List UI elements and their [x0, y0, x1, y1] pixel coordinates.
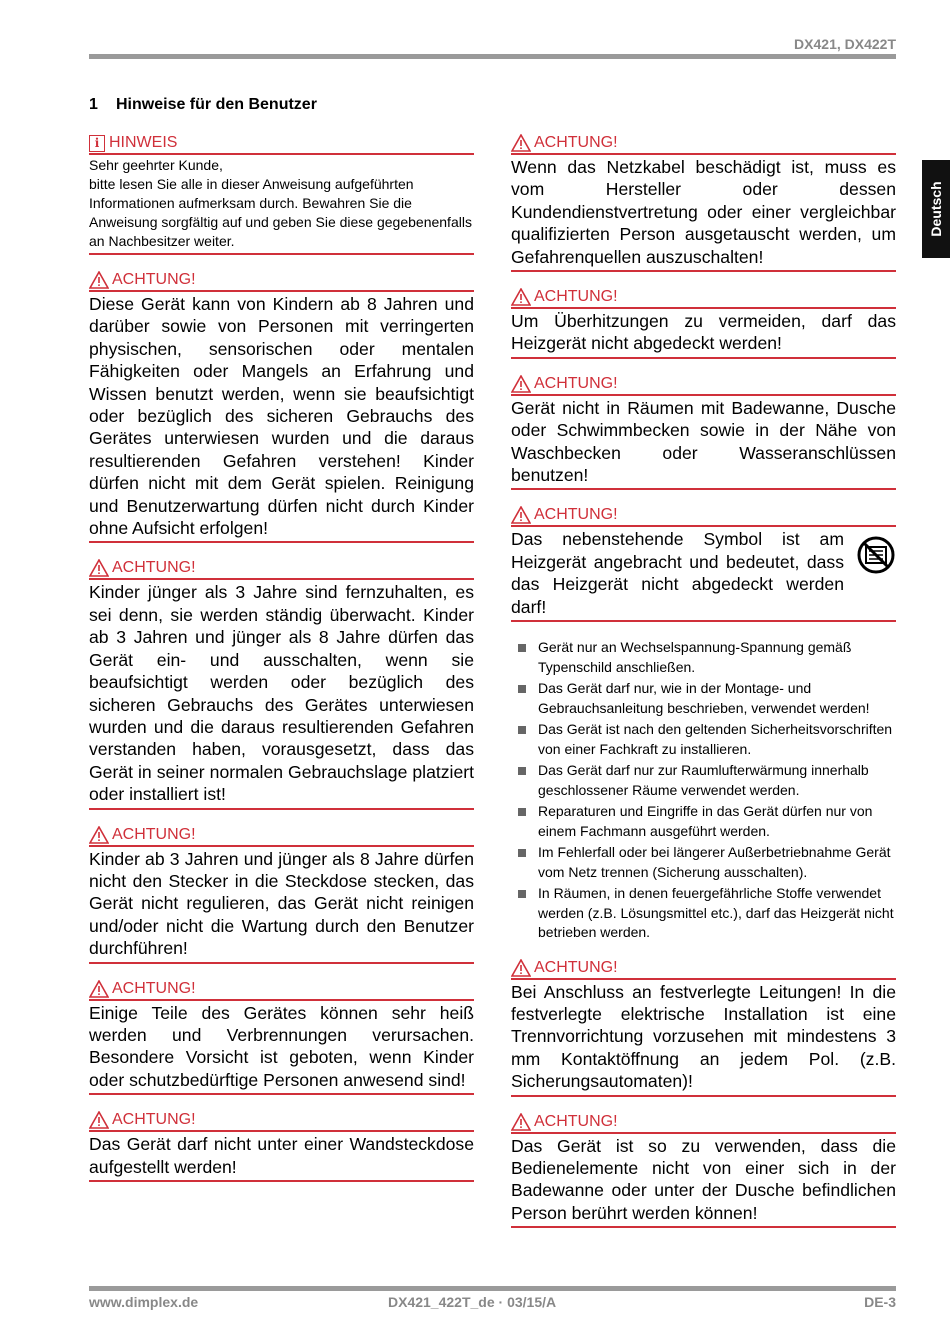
warning-symbol-row — [511, 527, 896, 618]
warning-label: ACHTUNG! — [534, 958, 618, 976]
warning-box — [511, 134, 896, 272]
warning-header — [511, 959, 896, 980]
hinweis-box — [89, 134, 474, 255]
footer-doc-id: DX421_422T_de · 03/15/A — [388, 1294, 557, 1310]
warning-header — [89, 826, 474, 847]
warning-header — [89, 1111, 474, 1132]
hinweis-text — [89, 155, 474, 251]
warning-text: Diese Gerät kann von Kindern ab 8 Jahren und darüber sowie von Personen mit verringerten physischen, sensorischen oder mentalen Fähigkeiten oder Mangels an Erfahrung und Wissen benutzt werden, wenn sie beaufsichtigt oder bezüglich des sicheren Gebrauchs des Gerätes unterwiesen wurden und die daraus resultierenden Gefahren verstehen! Kinder dürfen nicht mit dem Gerät spielen. Reinigung und Benutzerwartung dürfen nicht durch Kinder ohne Aufsicht erfolgen! — [89, 294, 474, 539]
language-label: Deutsch — [928, 181, 944, 237]
warning-label: ACHTUNG! — [534, 374, 618, 392]
bullet-item: Im Fehlerfall oder bei längerer Außerbetriebnahme Gerät vom Netz trennen (Sicherung ausschalten). — [511, 843, 896, 882]
footer-website: www.dimplex.de — [89, 1294, 199, 1310]
warning-text: Das Gerät darf nicht unter einer Wandsteckdose aufgestellt werden! — [89, 1134, 474, 1177]
warning-triangle-icon — [511, 506, 534, 524]
footer-rule — [89, 1286, 896, 1291]
bullet-item: Reparaturen und Eingriffe in das Gerät dürfen nur von einem Fachmann ausgeführt werden. — [511, 802, 896, 841]
warning-box — [511, 1113, 896, 1229]
right-warnings-bottom — [511, 959, 896, 1229]
warning-text: Gerät nicht in Räumen mit Badewanne, Dusche oder Schwimmbecken sowie in der Nähe von Waschbecken oder Wasseranschlüssen benutzen! — [511, 397, 896, 486]
warning-box — [511, 375, 896, 491]
info-icon: i — [89, 135, 105, 152]
warning-label: ACHTUNG! — [534, 1112, 618, 1130]
warning-box — [511, 288, 896, 359]
do-not-cover-icon — [856, 535, 896, 580]
warning-box — [89, 559, 474, 809]
warning-triangle-icon — [511, 375, 534, 393]
warning-label: ACHTUNG! — [534, 506, 618, 524]
warning-header — [89, 980, 474, 1001]
warning-header — [511, 1113, 896, 1134]
warning-triangle-icon — [511, 134, 534, 152]
warning-header — [511, 134, 896, 155]
warning-box — [89, 1111, 474, 1182]
hinweis-label: HINWEIS — [109, 134, 178, 151]
warning-text: Wenn das Netzkabel beschädigt ist, muss es vom Hersteller oder dessen Kundendienstvertretung oder einer vergleichbar qualifizierten Person ausgetauscht werden, um Gefahrenquellen auszuschalten! — [511, 157, 896, 267]
warning-triangle-icon — [89, 980, 112, 998]
warning-triangle-icon — [511, 1113, 534, 1131]
warning-box — [89, 826, 474, 964]
bullet-item: Das Gerät ist nach den geltenden Sicherheitsvorschriften von einer Fachkraft zu installieren. — [511, 720, 896, 759]
hinweis-header — [89, 134, 474, 155]
safety-bullet-list — [511, 638, 896, 943]
header-model: DX421, DX422T — [794, 36, 896, 52]
warning-text: Kinder ab 3 Jahren und jünger als 8 Jahre dürfen nicht den Stecker in die Steckdose stecken, das Gerät nicht regulieren, das Gerät nicht reinigen und/oder nicht die Wartung durch den Benutzer durchführen! — [89, 848, 474, 959]
hinweis-text-content: Sehr geehrter Kunde, bitte lesen Sie alle in dieser Anweisung aufgeführten Informationen aufmerksam durch. Bewahren Sie die Anweisung sorgfältig auf und geben Sie diese gegebenenfalls an Nachbesitzer weiter. — [89, 157, 472, 249]
warning-text: Bei Anschluss an festverlegte Leitungen! In die festverlegte elektrische Installation ist eine Trennvorrichtung vorzusehen mit mindestens 3 mm Kontaktöffnung an jedem Pol. (z.B. Sicherungsautomaten)! — [511, 981, 896, 1092]
bullet-item: Das Gerät darf nur, wie in der Montage- und Gebrauchsanleitung beschrieben, verwendet werden! — [511, 679, 896, 718]
section-title: Hinweise für den Benutzer — [116, 96, 317, 113]
warning-triangle-icon — [89, 271, 112, 289]
warning-triangle-icon — [89, 1111, 112, 1129]
header-rule — [89, 54, 896, 59]
warning-header — [89, 271, 474, 292]
left-column — [89, 134, 474, 1198]
warning-label: ACHTUNG! — [112, 1111, 196, 1129]
warning-header — [511, 375, 896, 396]
left-warnings — [89, 271, 474, 1182]
warning-label: ACHTUNG! — [112, 559, 196, 577]
warning-text: Einige Teile des Gerätes können sehr heiß werden und Verbrennungen verursachen. Besondere Vorsicht ist geboten, wenn Kinder oder schutzbedürftige Personen anwesend sind! — [89, 1002, 474, 1090]
warning-label: ACHTUNG! — [534, 288, 618, 306]
warning-box — [511, 959, 896, 1097]
section-number: 1 — [89, 96, 98, 113]
warning-text: Kinder jünger als 3 Jahre sind fernzuhalten, es sei denn, sie werden ständig überwacht. Kinder ab 3 Jahren und jünger als 8 Jahre dürfen das Gerät ein- und ausschalten, wenn sie beaufsichtigt werden oder bezüglich des sicheren Gebrauchs des Gerätes unterwiesen wurden und die daraus resultierenden Gefahren verstanden haben, vorausgesetzt, dass das Gerät in seiner normalen Gebrauchslage platziert oder installiert ist! — [89, 582, 474, 805]
bullet-item: In Räumen, in denen feuergefährliche Stoffe verwendet werden (z.B. Lösungsmittel etc.), darf das Heizgerät nicht betrieben werden. — [511, 884, 896, 943]
warning-box — [89, 980, 474, 1096]
warning-triangle-icon — [89, 826, 112, 844]
right-column — [511, 134, 896, 1244]
warning-box — [89, 271, 474, 543]
bullet-item: Gerät nur an Wechselspannung-Spannung gemäß Typenschild anschließen. — [511, 638, 896, 677]
language-tab — [922, 160, 950, 258]
section-heading — [89, 96, 317, 114]
warning-label: ACHTUNG! — [112, 271, 196, 288]
warning-header — [511, 288, 896, 309]
bullet-item: Das Gerät darf nur zur Raumlufterwärmung innerhalb geschlossener Räume verwendet werden. — [511, 761, 896, 800]
warning-label: ACHTUNG! — [112, 825, 196, 843]
warning-label: ACHTUNG! — [534, 134, 618, 151]
warning-text: Das nebenstehende Symbol ist am Heizgerät angebracht und bedeutet, dass das Heizgerät nicht abgedeckt werden darf! — [511, 529, 844, 617]
warning-triangle-icon — [89, 559, 112, 577]
right-warnings — [511, 134, 896, 622]
warning-header — [89, 559, 474, 580]
footer-page: DE-3 — [864, 1294, 896, 1310]
warning-text: Das Gerät ist so zu verwenden, dass die Bedienelemente nicht von einer sich in der Badewanne oder unter der Dusche befindlichen Person berührt werden können! — [511, 1135, 896, 1223]
warning-triangle-icon — [511, 288, 534, 306]
warning-triangle-icon — [511, 959, 534, 977]
warning-label: ACHTUNG! — [112, 979, 196, 997]
warning-box — [511, 506, 896, 622]
warning-text: Um Überhitzungen zu vermeiden, darf das Heizgerät nicht abgedeckt werden! — [511, 311, 896, 354]
warning-header — [511, 506, 896, 527]
